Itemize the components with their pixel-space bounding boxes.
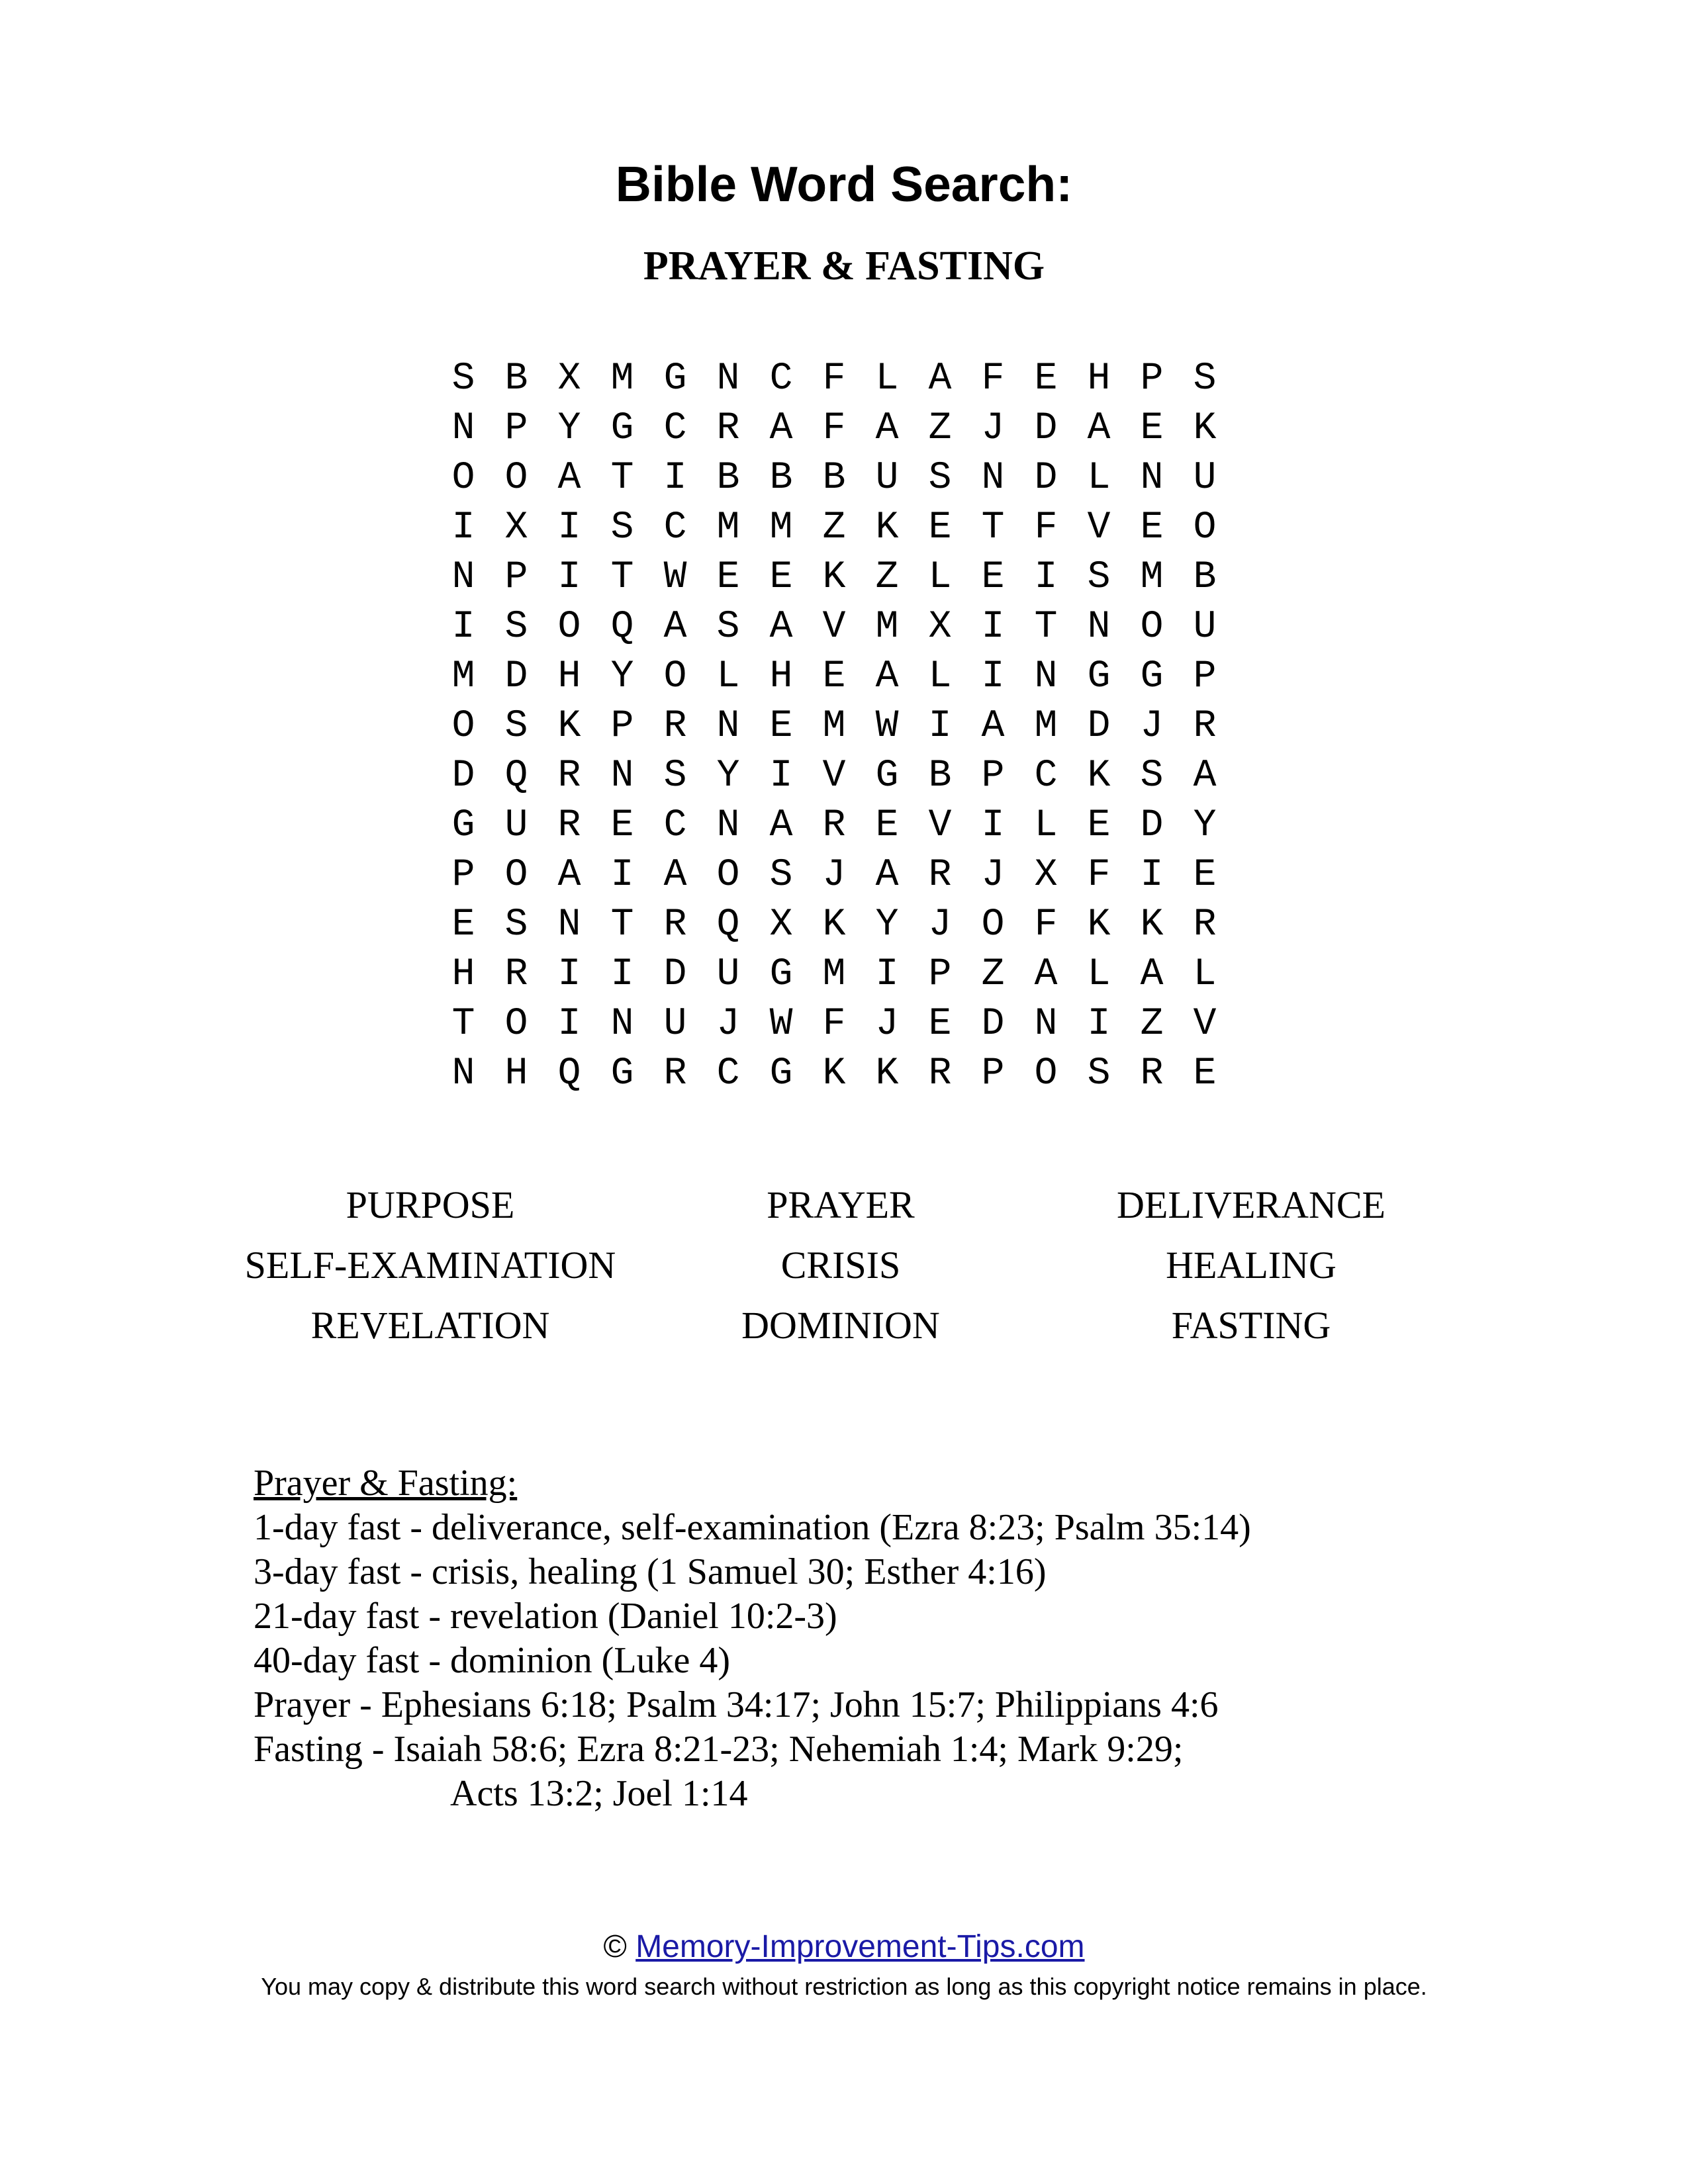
grid-letter: T bbox=[610, 556, 634, 599]
notes-line: 1-day fast - deliverance, self-examination (Ezra 8:23; Psalm 35:14) bbox=[254, 1507, 1251, 1548]
grid-letter: S bbox=[1193, 357, 1217, 400]
grid-letter: S bbox=[504, 705, 528, 748]
grid-letter: O bbox=[504, 854, 528, 897]
word-search-grid bbox=[437, 354, 1231, 1099]
grid-letter: E bbox=[769, 556, 793, 599]
grid-letter: D bbox=[1034, 457, 1058, 500]
grid-letter: F bbox=[1087, 854, 1111, 897]
grid-letter: R bbox=[557, 754, 581, 797]
grid-letter: K bbox=[1087, 754, 1111, 797]
grid-letter: B bbox=[769, 457, 793, 500]
grid-letter: N bbox=[1034, 1003, 1058, 1046]
grid-letter: O bbox=[504, 1003, 528, 1046]
grid-letter: G bbox=[610, 1052, 634, 1095]
grid-letter: R bbox=[1140, 1052, 1164, 1095]
grid-letter: Y bbox=[1193, 804, 1217, 847]
copyright-symbol: © bbox=[603, 1929, 627, 1964]
grid-letter: X bbox=[504, 506, 528, 549]
page-title: Bible Word Search: bbox=[615, 156, 1073, 212]
grid-letter: X bbox=[769, 903, 793, 946]
grid-letter: D bbox=[1087, 705, 1111, 748]
grid-letter: K bbox=[822, 903, 846, 946]
grid-letter: T bbox=[981, 506, 1005, 549]
grid-letter: E bbox=[981, 556, 1005, 599]
grid-letter: T bbox=[451, 1003, 475, 1046]
grid-letter: S bbox=[769, 854, 793, 897]
grid-letter: F bbox=[1034, 903, 1058, 946]
grid-letter: O bbox=[557, 606, 581, 649]
grid-letter: P bbox=[451, 854, 475, 897]
grid-letter: U bbox=[1193, 457, 1217, 500]
grid-letter: A bbox=[769, 407, 793, 450]
grid-letter: A bbox=[557, 854, 581, 897]
grid-letter: F bbox=[822, 1003, 846, 1046]
grid-letter: M bbox=[822, 953, 846, 996]
grid-letter: A bbox=[1087, 407, 1111, 450]
grid-letter: E bbox=[451, 903, 475, 946]
grid-letter: O bbox=[981, 903, 1005, 946]
grid-letter: L bbox=[1034, 804, 1058, 847]
grid-letter: E bbox=[928, 506, 952, 549]
grid-letter: A bbox=[875, 655, 899, 698]
grid-letter: O bbox=[1193, 506, 1217, 549]
grid-letter: P bbox=[1193, 655, 1217, 698]
grid-letter: N bbox=[1140, 457, 1164, 500]
grid-letter: U bbox=[1193, 606, 1217, 649]
grid-letter: I bbox=[610, 854, 634, 897]
grid-letter: I bbox=[1140, 854, 1164, 897]
grid-letter: N bbox=[451, 407, 475, 450]
grid-letter: N bbox=[451, 1052, 475, 1095]
grid-letter: O bbox=[1140, 606, 1164, 649]
grid-letter: P bbox=[610, 705, 634, 748]
grid-letter: G bbox=[1087, 655, 1111, 698]
grid-letter: I bbox=[451, 506, 475, 549]
footer-copyright bbox=[0, 1926, 1688, 1968]
grid-letter: N bbox=[557, 903, 581, 946]
grid-letter: E bbox=[1140, 506, 1164, 549]
grid-letter: M bbox=[875, 606, 899, 649]
grid-letter: N bbox=[981, 457, 1005, 500]
grid-letter: W bbox=[875, 705, 899, 748]
grid-letter: P bbox=[504, 556, 528, 599]
grid-letter: Q bbox=[716, 903, 740, 946]
grid-letter: Y bbox=[557, 407, 581, 450]
grid-letter: L bbox=[1087, 457, 1111, 500]
grid-letter: I bbox=[663, 457, 687, 500]
grid-letter: V bbox=[1087, 506, 1111, 549]
grid-letter: R bbox=[663, 903, 687, 946]
grid-letter: D bbox=[663, 953, 687, 996]
grid-letter: S bbox=[1087, 556, 1111, 599]
grid-letter: S bbox=[928, 457, 952, 500]
grid-letter: S bbox=[610, 506, 634, 549]
grid-letter: P bbox=[928, 953, 952, 996]
word-list-item: REVELATION bbox=[310, 1304, 550, 1347]
grid-letter: L bbox=[928, 655, 952, 698]
grid-letter: R bbox=[1193, 903, 1217, 946]
grid-letter: I bbox=[557, 556, 581, 599]
grid-letter: Z bbox=[928, 407, 952, 450]
grid-letter: R bbox=[663, 705, 687, 748]
grid-letter: A bbox=[769, 804, 793, 847]
grid-letter: R bbox=[1193, 705, 1217, 748]
grid-letter: H bbox=[769, 655, 793, 698]
grid-letter: K bbox=[1140, 903, 1164, 946]
grid-letter: G bbox=[769, 1052, 793, 1095]
notes-line: 21-day fast - revelation (Daniel 10:2-3) bbox=[254, 1596, 837, 1637]
grid-letter: E bbox=[610, 804, 634, 847]
grid-letter: E bbox=[875, 804, 899, 847]
grid-letter: G bbox=[610, 407, 634, 450]
grid-letter: F bbox=[981, 357, 1005, 400]
grid-letter: S bbox=[504, 903, 528, 946]
grid-letter: R bbox=[822, 804, 846, 847]
grid-letter: R bbox=[928, 1052, 952, 1095]
grid-letter: K bbox=[822, 1052, 846, 1095]
word-list-item: DOMINION bbox=[741, 1304, 940, 1347]
grid-letter: G bbox=[875, 754, 899, 797]
grid-letter: K bbox=[822, 556, 846, 599]
grid-letter: N bbox=[1034, 655, 1058, 698]
grid-letter: E bbox=[1140, 407, 1164, 450]
grid-letter: I bbox=[981, 655, 1005, 698]
grid-letter: U bbox=[716, 953, 740, 996]
grid-letter: D bbox=[1140, 804, 1164, 847]
grid-letter: O bbox=[504, 457, 528, 500]
grid-letter: I bbox=[769, 754, 793, 797]
grid-letter: T bbox=[610, 903, 634, 946]
grid-letter: G bbox=[663, 357, 687, 400]
grid-letter: E bbox=[822, 655, 846, 698]
grid-letter: Y bbox=[610, 655, 634, 698]
grid-letter: V bbox=[1193, 1003, 1217, 1046]
grid-letter: I bbox=[557, 506, 581, 549]
grid-letter: J bbox=[981, 854, 1005, 897]
grid-letter: P bbox=[981, 1052, 1005, 1095]
notes-line: 3-day fast - crisis, healing (1 Samuel 30; Esther 4:16) bbox=[254, 1551, 1047, 1592]
grid-letter: K bbox=[557, 705, 581, 748]
grid-letter: A bbox=[557, 457, 581, 500]
grid-letter: H bbox=[504, 1052, 528, 1095]
grid-letter: F bbox=[1034, 506, 1058, 549]
grid-letter: C bbox=[1034, 754, 1058, 797]
grid-letter: R bbox=[928, 854, 952, 897]
grid-letter: Z bbox=[822, 506, 846, 549]
notes-line: Prayer - Ephesians 6:18; Psalm 34:17; John 15:7; Philippians 4:6 bbox=[254, 1684, 1219, 1725]
grid-letter: U bbox=[663, 1003, 687, 1046]
grid-letter: P bbox=[504, 407, 528, 450]
grid-letter: D bbox=[1034, 407, 1058, 450]
grid-letter: N bbox=[610, 1003, 634, 1046]
grid-letter: E bbox=[716, 556, 740, 599]
grid-letter: Q bbox=[504, 754, 528, 797]
grid-letter: K bbox=[1087, 903, 1111, 946]
grid-letter: O bbox=[663, 655, 687, 698]
word-list-item: PRAYER bbox=[767, 1183, 915, 1226]
grid-letter: B bbox=[504, 357, 528, 400]
grid-letter: X bbox=[928, 606, 952, 649]
grid-letter: N bbox=[716, 804, 740, 847]
grid-letter: K bbox=[875, 1052, 899, 1095]
grid-letter: A bbox=[1193, 754, 1217, 797]
notes-heading: Prayer & Fasting: bbox=[254, 1463, 518, 1504]
grid-letter: I bbox=[928, 705, 952, 748]
grid-letter: K bbox=[875, 506, 899, 549]
grid-letter: I bbox=[610, 953, 634, 996]
grid-letter: V bbox=[822, 754, 846, 797]
grid-letter: L bbox=[1087, 953, 1111, 996]
grid-letter: Q bbox=[557, 1052, 581, 1095]
grid-letter: G bbox=[1140, 655, 1164, 698]
grid-letter: E bbox=[928, 1003, 952, 1046]
grid-letter: H bbox=[1087, 357, 1111, 400]
grid-letter: C bbox=[663, 407, 687, 450]
word-list-item: FASTING bbox=[1171, 1304, 1331, 1347]
grid-letter: F bbox=[822, 407, 846, 450]
grid-letter: E bbox=[1193, 1052, 1217, 1095]
grid-letter: A bbox=[875, 407, 899, 450]
grid-letter: I bbox=[557, 1003, 581, 1046]
grid-letter: A bbox=[875, 854, 899, 897]
grid-letter: M bbox=[610, 357, 634, 400]
grid-letter: D bbox=[981, 1003, 1005, 1046]
grid-letter: E bbox=[1034, 357, 1058, 400]
grid-letter: I bbox=[981, 804, 1005, 847]
grid-letter: L bbox=[875, 357, 899, 400]
grid-letter: A bbox=[769, 606, 793, 649]
grid-letter: W bbox=[769, 1003, 793, 1046]
grid-letter: M bbox=[716, 506, 740, 549]
notes-line: 40-day fast - dominion (Luke 4) bbox=[254, 1640, 731, 1681]
grid-letter: B bbox=[822, 457, 846, 500]
grid-letter: J bbox=[716, 1003, 740, 1046]
website-link[interactable]: Memory-Improvement-Tips.com bbox=[635, 1929, 1085, 1964]
notes-line: Fasting - Isaiah 58:6; Ezra 8:21-23; Nehemiah 1:4; Mark 9:29; bbox=[254, 1729, 1184, 1770]
grid-letter: Y bbox=[716, 754, 740, 797]
grid-letter: Z bbox=[1140, 1003, 1164, 1046]
grid-letter: A bbox=[1034, 953, 1058, 996]
copyright-notice: You may copy & distribute this word search without restriction as long as this copyright notice remains in place. bbox=[261, 1973, 1427, 2000]
grid-letter: G bbox=[451, 804, 475, 847]
grid-letter: L bbox=[928, 556, 952, 599]
grid-letter: C bbox=[663, 506, 687, 549]
grid-letter: H bbox=[451, 953, 475, 996]
grid-letter: B bbox=[928, 754, 952, 797]
notes-section bbox=[254, 1461, 1251, 1816]
grid-letter: X bbox=[1034, 854, 1058, 897]
grid-letter: S bbox=[1087, 1052, 1111, 1095]
grid-letter: M bbox=[1140, 556, 1164, 599]
grid-letter: C bbox=[716, 1052, 740, 1095]
word-list-item: SELF-EXAMINATION bbox=[244, 1244, 616, 1287]
grid-letter: U bbox=[504, 804, 528, 847]
grid-letter: E bbox=[1193, 854, 1217, 897]
grid-letter: O bbox=[451, 457, 475, 500]
grid-letter: A bbox=[663, 606, 687, 649]
grid-letter: O bbox=[716, 854, 740, 897]
grid-letter: J bbox=[822, 854, 846, 897]
grid-letter: N bbox=[716, 357, 740, 400]
grid-letter: N bbox=[1087, 606, 1111, 649]
grid-letter: N bbox=[451, 556, 475, 599]
grid-letter: J bbox=[981, 407, 1005, 450]
grid-letter: Z bbox=[981, 953, 1005, 996]
grid-letter: C bbox=[769, 357, 793, 400]
grid-letter: T bbox=[610, 457, 634, 500]
grid-letter: W bbox=[663, 556, 687, 599]
grid-letter: S bbox=[504, 606, 528, 649]
grid-letter: M bbox=[451, 655, 475, 698]
word-list-item: DELIVERANCE bbox=[1117, 1183, 1385, 1226]
grid-letter: O bbox=[1034, 1052, 1058, 1095]
grid-letter: J bbox=[928, 903, 952, 946]
grid-letter: I bbox=[451, 606, 475, 649]
grid-letter: Q bbox=[610, 606, 634, 649]
grid-letter: I bbox=[875, 953, 899, 996]
grid-letter: M bbox=[769, 506, 793, 549]
grid-letter: N bbox=[716, 705, 740, 748]
grid-letter: E bbox=[769, 705, 793, 748]
grid-letter: A bbox=[928, 357, 952, 400]
grid-letter: J bbox=[875, 1003, 899, 1046]
grid-letter: I bbox=[981, 606, 1005, 649]
grid-letter: K bbox=[1193, 407, 1217, 450]
grid-letter: R bbox=[716, 407, 740, 450]
grid-letter: T bbox=[1034, 606, 1058, 649]
grid-letter: B bbox=[1193, 556, 1217, 599]
grid-letter: S bbox=[663, 754, 687, 797]
grid-letter: I bbox=[557, 953, 581, 996]
grid-letter: S bbox=[1140, 754, 1164, 797]
grid-letter: X bbox=[557, 357, 581, 400]
word-list-item: PURPOSE bbox=[346, 1183, 515, 1226]
notes-continuation: Acts 13:2; Joel 1:14 bbox=[450, 1773, 748, 1814]
grid-letter: H bbox=[557, 655, 581, 698]
grid-letter: O bbox=[451, 705, 475, 748]
grid-letter: V bbox=[822, 606, 846, 649]
grid-letter: J bbox=[1140, 705, 1164, 748]
word-list-item: CRISIS bbox=[780, 1244, 901, 1287]
grid-letter: D bbox=[451, 754, 475, 797]
grid-letter: S bbox=[716, 606, 740, 649]
grid-letter: R bbox=[663, 1052, 687, 1095]
grid-letter: A bbox=[663, 854, 687, 897]
grid-letter: M bbox=[822, 705, 846, 748]
grid-letter: Z bbox=[875, 556, 899, 599]
grid-letter: L bbox=[716, 655, 740, 698]
grid-letter: R bbox=[504, 953, 528, 996]
grid-letter: R bbox=[557, 804, 581, 847]
grid-letter: G bbox=[769, 953, 793, 996]
grid-letter: P bbox=[981, 754, 1005, 797]
grid-letter: P bbox=[1140, 357, 1164, 400]
grid-letter: F bbox=[822, 357, 846, 400]
page-subtitle: PRAYER & FASTING bbox=[643, 244, 1045, 289]
grid-letter: E bbox=[1087, 804, 1111, 847]
grid-letter: U bbox=[875, 457, 899, 500]
grid-letter: S bbox=[451, 357, 475, 400]
grid-letter: L bbox=[1193, 953, 1217, 996]
grid-letter: M bbox=[1034, 705, 1058, 748]
grid-letter: A bbox=[1140, 953, 1164, 996]
grid-letter: V bbox=[928, 804, 952, 847]
grid-letter: D bbox=[504, 655, 528, 698]
word-list-item: HEALING bbox=[1166, 1244, 1336, 1287]
grid-letter: B bbox=[716, 457, 740, 500]
grid-letter: A bbox=[981, 705, 1005, 748]
word-list bbox=[225, 1175, 1456, 1355]
grid-letter: I bbox=[1034, 556, 1058, 599]
grid-letter: Y bbox=[875, 903, 899, 946]
grid-letter: I bbox=[1087, 1003, 1111, 1046]
grid-letter: N bbox=[610, 754, 634, 797]
grid-letter: C bbox=[663, 804, 687, 847]
